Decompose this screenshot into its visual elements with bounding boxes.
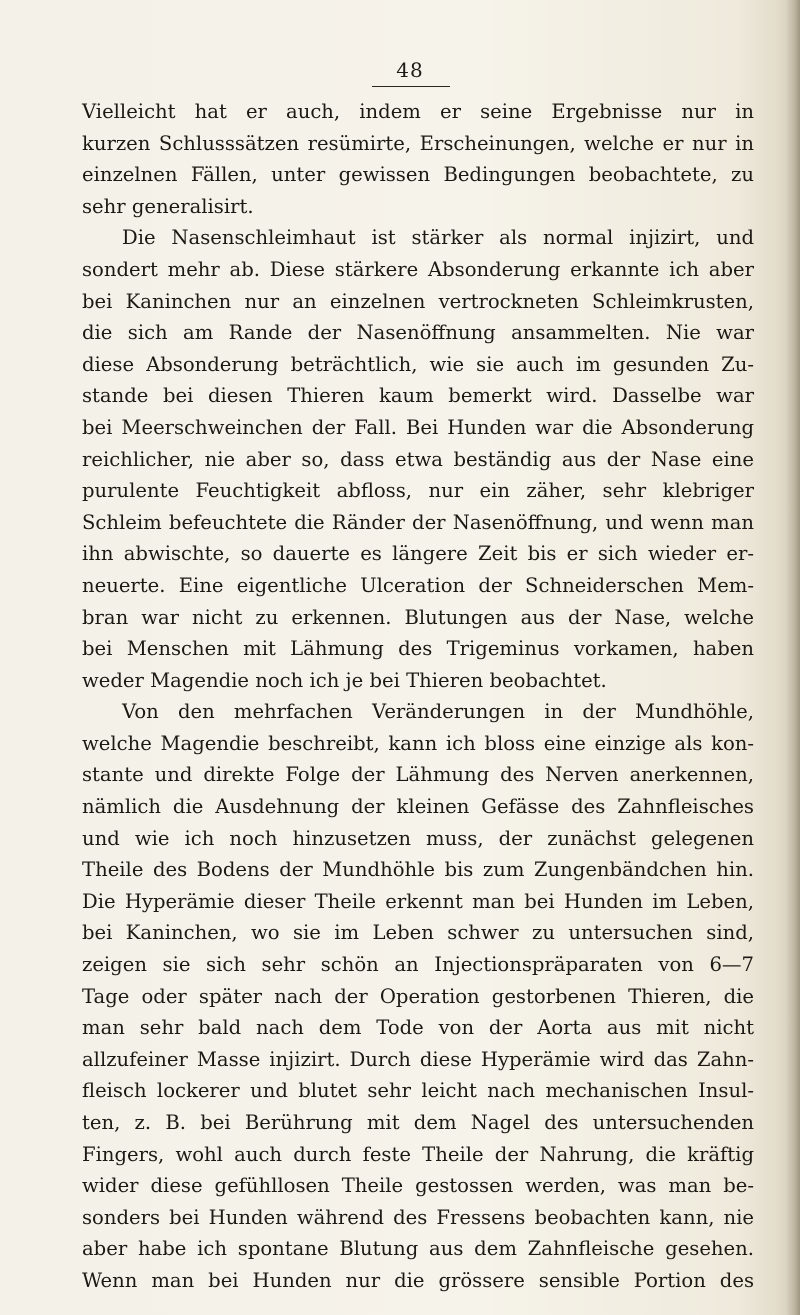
text-line: und wie ich noch hinzusetzen muss, der zunächst gelegenen [82, 826, 754, 850]
text-line: welche Magendie beschreibt, kann ich bloss eine einzige als kon- [82, 731, 754, 755]
text-line: sondert mehr ab. Diese stärkere Absonderung erkannte ich aber [82, 257, 754, 281]
text-line: fleisch lockerer und blutet sehr leicht nach mechanischen Insul- [82, 1079, 754, 1103]
text-line: Vielleicht hat er auch, indem er seine Ergebnisse nur in [82, 100, 754, 123]
page-edge-shadow [786, 0, 800, 1315]
text-line: Die Nasenschleimhaut ist stärker als normal injizirt, und [122, 226, 754, 250]
text-line: stante und direkte Folge der Lähmung des Nerven anerkennen, [82, 763, 754, 787]
body-text [82, 96, 754, 1297]
text-line: purulente Feuchtigkeit abfloss, nur ein zäher, sehr klebriger [82, 479, 754, 503]
text-line: einzelnen Fällen, unter gewissen Bedingungen beobachtete, zu [82, 163, 754, 187]
text-line: bei Kaninchen, wo sie im Leben schwer zu untersuchen sind, [82, 921, 754, 945]
text-line: bran war nicht zu erkennen. Blutungen aus der Nase, welche [82, 605, 754, 629]
text-line: ihn abwischte, so dauerte es längere Zeit bis er sich wieder er- [82, 542, 754, 566]
text-line: weder Magendie noch ich je bei Thieren beobachtet. [82, 668, 607, 692]
text-line: Fingers, wohl auch durch feste Theile der Nahrung, die kräftig [82, 1142, 754, 1166]
page-number-rule [372, 86, 450, 87]
text-line: stande bei diesen Thieren kaum bemerkt wird. Dasselbe war [82, 384, 754, 408]
text-line: ten, z. B. bei Berührung mit dem Nagel des untersuchenden [82, 1111, 754, 1134]
text-line: die sich am Rande der Nasenöffnung ansammelten. Nie war [82, 321, 754, 345]
text-line: Von den mehrfachen Veränderungen in der Mundhöhle, [122, 700, 754, 724]
text-line: bei Kaninchen nur an einzelnen vertrockneten Schleimkrusten, [82, 289, 754, 313]
text-line: Schleim befeuchtete die Ränder der Nasenöffnung, und wenn man [82, 510, 754, 534]
text-line: sehr generalisirt. [82, 194, 254, 218]
text-line: wider diese gefühllosen Theile gestossen werden, was man be- [82, 1174, 754, 1198]
text-line: Die Hyperämie dieser Theile erkennt man bei Hunden im Leben, [82, 889, 754, 913]
text-line: neuerte. Eine eigentliche Ulceration der Schneiderschen Mem- [82, 573, 754, 597]
text-line: nämlich die Ausdehnung der kleinen Gefässe des Zahnfleisches [82, 795, 754, 819]
text-line: Wenn man bei Hunden nur die grössere sensible Portion des [82, 1268, 754, 1292]
text-line: sonders bei Hunden während des Fressens beobachten kann, nie [82, 1205, 754, 1229]
text-line: reichlicher, nie aber so, dass etwa beständig aus der Nase eine [82, 447, 754, 471]
text-line: Tage oder später nach der Operation gestorbenen Thieren, die [82, 984, 754, 1008]
text-line: diese Absonderung beträchtlich, wie sie auch im gesunden Zu- [82, 352, 754, 376]
text-line: aber habe ich spontane Blutung aus dem Zahnfleische gesehen. [82, 1237, 754, 1261]
text-line: bei Meerschweinchen der Fall. Bei Hunden war die Absonderung [82, 415, 754, 439]
text-line: zeigen sie sich sehr schön an Injectionspräparaten von 6—7 [82, 953, 754, 977]
text-line: kurzen Schlusssätzen resümirte, Erscheinungen, welche er nur in [82, 131, 754, 155]
text-line: Theile des Bodens der Mundhöhle bis zum Zungenbändchen hin. [82, 858, 754, 882]
text-line: man sehr bald nach dem Tode von der Aorta aus mit nicht [82, 1016, 754, 1040]
text-line: allzufeiner Masse injizirt. Durch diese Hyperämie wird das Zahn- [82, 1047, 754, 1071]
text-line: bei Menschen mit Lähmung des Trigeminus vorkamen, haben [82, 637, 754, 661]
page-number: 48 [396, 58, 424, 82]
